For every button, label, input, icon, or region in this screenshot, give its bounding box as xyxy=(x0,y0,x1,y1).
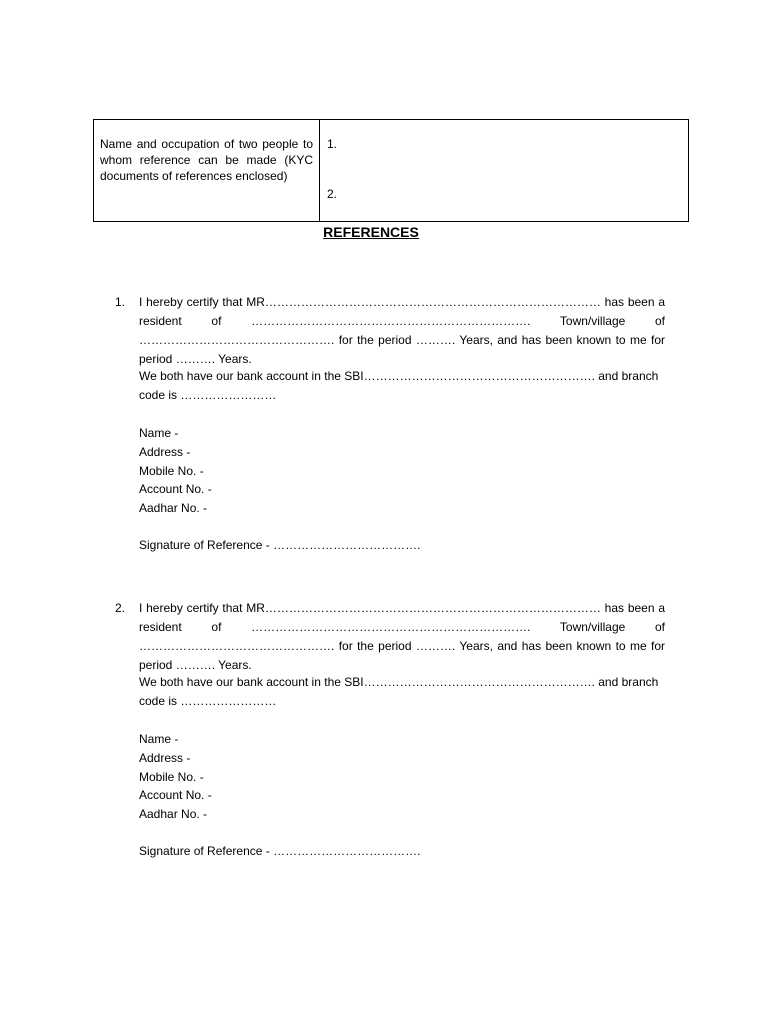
page-title: REFERENCES xyxy=(323,224,419,240)
signature-line: Signature of Reference - ………………………………. xyxy=(139,844,421,858)
account-label: Account No. - xyxy=(139,482,212,497)
reference-number: 2. xyxy=(115,601,126,615)
name-label: Name - xyxy=(139,732,179,746)
bank-paragraph: We both have our bank account in the SBI…………………………………………………. and branch code is …………………… xyxy=(139,675,659,708)
reference-table-entry-cell xyxy=(320,120,688,221)
aadhar-label: Aadhar No. - xyxy=(139,501,208,516)
reference-entry-2-number: 2. xyxy=(327,187,338,201)
certify-paragraph: I hereby certify that MR………………………………………………………………………… has been a resident of ……………………………………………………………. Town/village of …………………………………………. for the period ………. Years, and has been known to me for period ………. Years. xyxy=(139,295,665,366)
signature-line: Signature of Reference - ………………………………. xyxy=(139,538,421,552)
reference-fields xyxy=(139,424,212,518)
certify-paragraph: I hereby certify that MR………………………………………………………………………… has been a resident of ……………………………………………………………. Town/village of …………………………………………. for the period ………. Years, and has been known to me for period ………. Years. xyxy=(139,601,665,672)
reference-entry-1-number: 1. xyxy=(327,137,338,151)
reference-table xyxy=(93,119,689,222)
name-label: Name - xyxy=(139,426,179,440)
mobile-label: Mobile No. - xyxy=(139,463,204,478)
reference-number: 1. xyxy=(115,295,126,309)
address-label: Address - xyxy=(139,750,191,765)
account-label: Account No. - xyxy=(139,788,212,803)
aadhar-label: Aadhar No. - xyxy=(139,807,208,822)
reference-table-label-cell: Name and occupation of two people to whom reference can be made (KYC documents of references enclosed) xyxy=(94,120,320,221)
bank-paragraph: We both have our bank account in the SBI…………………………………………………. and branch code is …………………… xyxy=(139,369,659,402)
reference-fields xyxy=(139,730,212,824)
address-label: Address - xyxy=(139,444,191,459)
mobile-label: Mobile No. - xyxy=(139,769,204,784)
